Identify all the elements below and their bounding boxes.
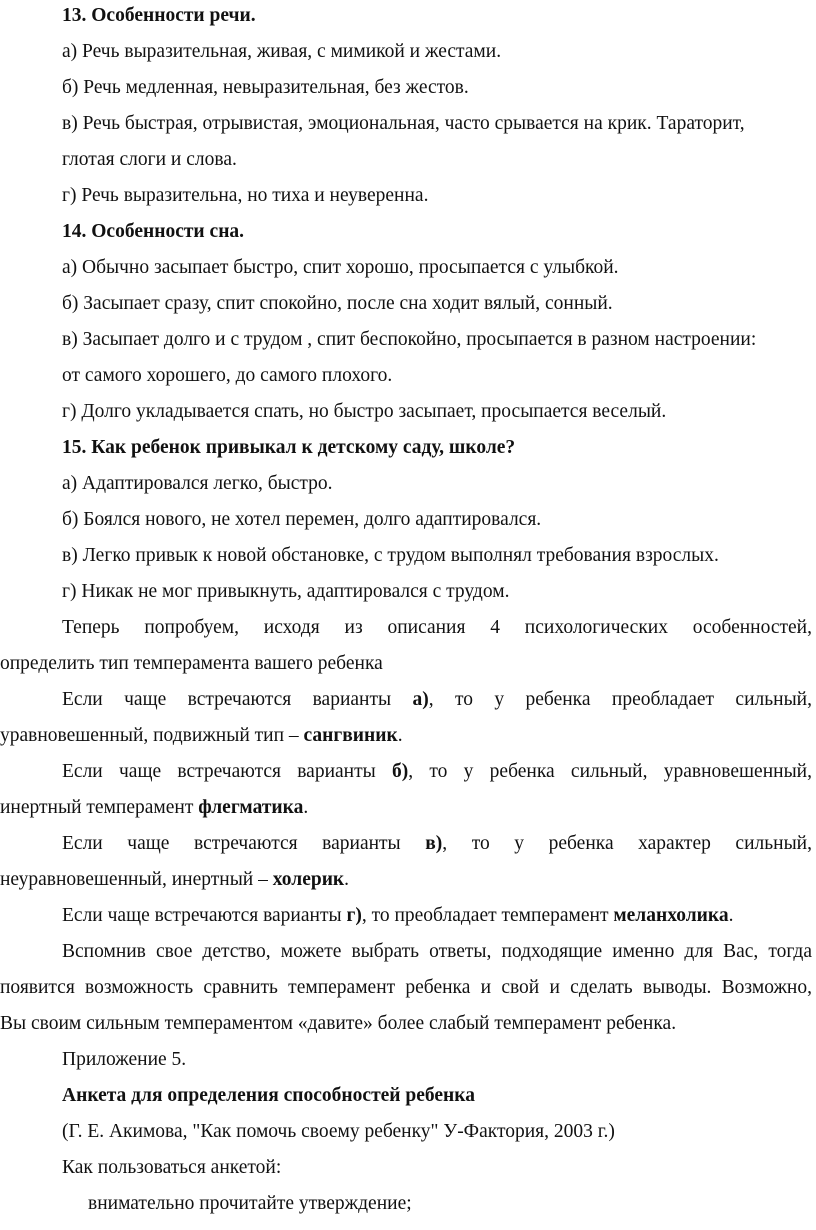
phlegmatic-line2: инертный темперамент флегматика. (0, 797, 309, 818)
recall-line3: Вы своим сильным темпераментом «давите» более слабый темперамент ребенка. (0, 1013, 677, 1034)
s13-option-a: а) Речь выразительная, живая, с мимикой и жестами. (62, 41, 502, 62)
melancholic-line: Если чаще встречаются варианты г), то преобладает темперамент меланхолика. (62, 905, 734, 926)
section-14-heading: 14. Особенности сна. (62, 221, 245, 242)
s15-option-a: а) Адаптировался легко, быстро. (62, 473, 333, 494)
phlegmatic-type: флегматика (198, 797, 304, 818)
s14-option-v-line1: в) Засыпает долго и с трудом , спит беспокойно, просыпается в разном настроении: (62, 329, 757, 350)
s13-option-v-line2: глотая слоги и слова. (62, 149, 237, 170)
s15-option-v: в) Легко привык к новой обстановке, с трудом выполнял требования взрослых. (62, 545, 719, 566)
choleric-line1: Если чаще встречаются варианты в), то у ребенка характер сильный, (62, 833, 812, 854)
s14-option-b: б) Засыпает сразу, спит спокойно, после сна ходит вялый, сонный. (62, 293, 613, 314)
sanguine-line2: уравновешенный, подвижный тип – сангвиник. (0, 725, 403, 746)
recall-line2: появится возможность сравнить темперамент ребенка и свой и сделать выводы. Возможно, (0, 977, 812, 998)
sanguine-line1: Если чаще встречаются варианты а), то у ребенка преобладает сильный, (62, 689, 812, 710)
s14-option-g: г) Долго укладывается спать, но быстро засыпает, просыпается веселый. (62, 401, 667, 422)
appendix-howto: Как пользоваться анкетой: (62, 1157, 282, 1178)
melancholic-type: меланхолика (613, 905, 729, 926)
appendix-label: Приложение 5. (62, 1049, 187, 1070)
s14-option-v-line2: от самого хорошего, до самого плохого. (62, 365, 393, 386)
s15-option-g: г) Никак не мог привыкнуть, адаптировался с трудом. (62, 581, 510, 602)
sanguine-type: сангвиник (303, 725, 398, 746)
intro-line1: Теперь попробуем, исходя из описания 4 психологических особенностей, (62, 617, 812, 638)
s13-option-b: б) Речь медленная, невыразительная, без жестов. (62, 77, 469, 98)
section-15-heading: 15. Как ребенок привыкал к детскому саду, школе? (62, 437, 516, 458)
appendix-list-item: внимательно прочитайте утверждение; (88, 1193, 412, 1214)
s13-option-v-line1: в) Речь быстрая, отрывистая, эмоциональная, часто срывается на крик. Тараторит, (62, 113, 745, 134)
s15-option-b: б) Боялся нового, не хотел перемен, долго адаптировался. (62, 509, 542, 530)
section-13-heading: 13. Особенности речи. (62, 5, 256, 26)
appendix-title: Анкета для определения способностей ребенка (62, 1085, 475, 1106)
choleric-line2: неуравновешенный, инертный – холерик. (0, 869, 350, 890)
intro-line2: определить тип темперамента вашего ребенка (0, 653, 383, 674)
recall-line1: Вспомнив свое детство, можете выбрать ответы, подходящие именно для Вас, тогда (62, 941, 812, 962)
appendix-source: (Г. Е. Акимова, "Как помочь своему ребенку" У-Фактория, 2003 г.) (62, 1121, 615, 1142)
phlegmatic-line1: Если чаще встречаются варианты б), то у ребенка сильный, уравновешенный, (62, 761, 812, 782)
s13-option-g: г) Речь выразительна, но тиха и неуверенна. (62, 185, 429, 206)
choleric-type: холерик (272, 869, 345, 890)
s14-option-a: а) Обычно засыпает быстро, спит хорошо, просыпается с улыбкой. (62, 257, 619, 278)
